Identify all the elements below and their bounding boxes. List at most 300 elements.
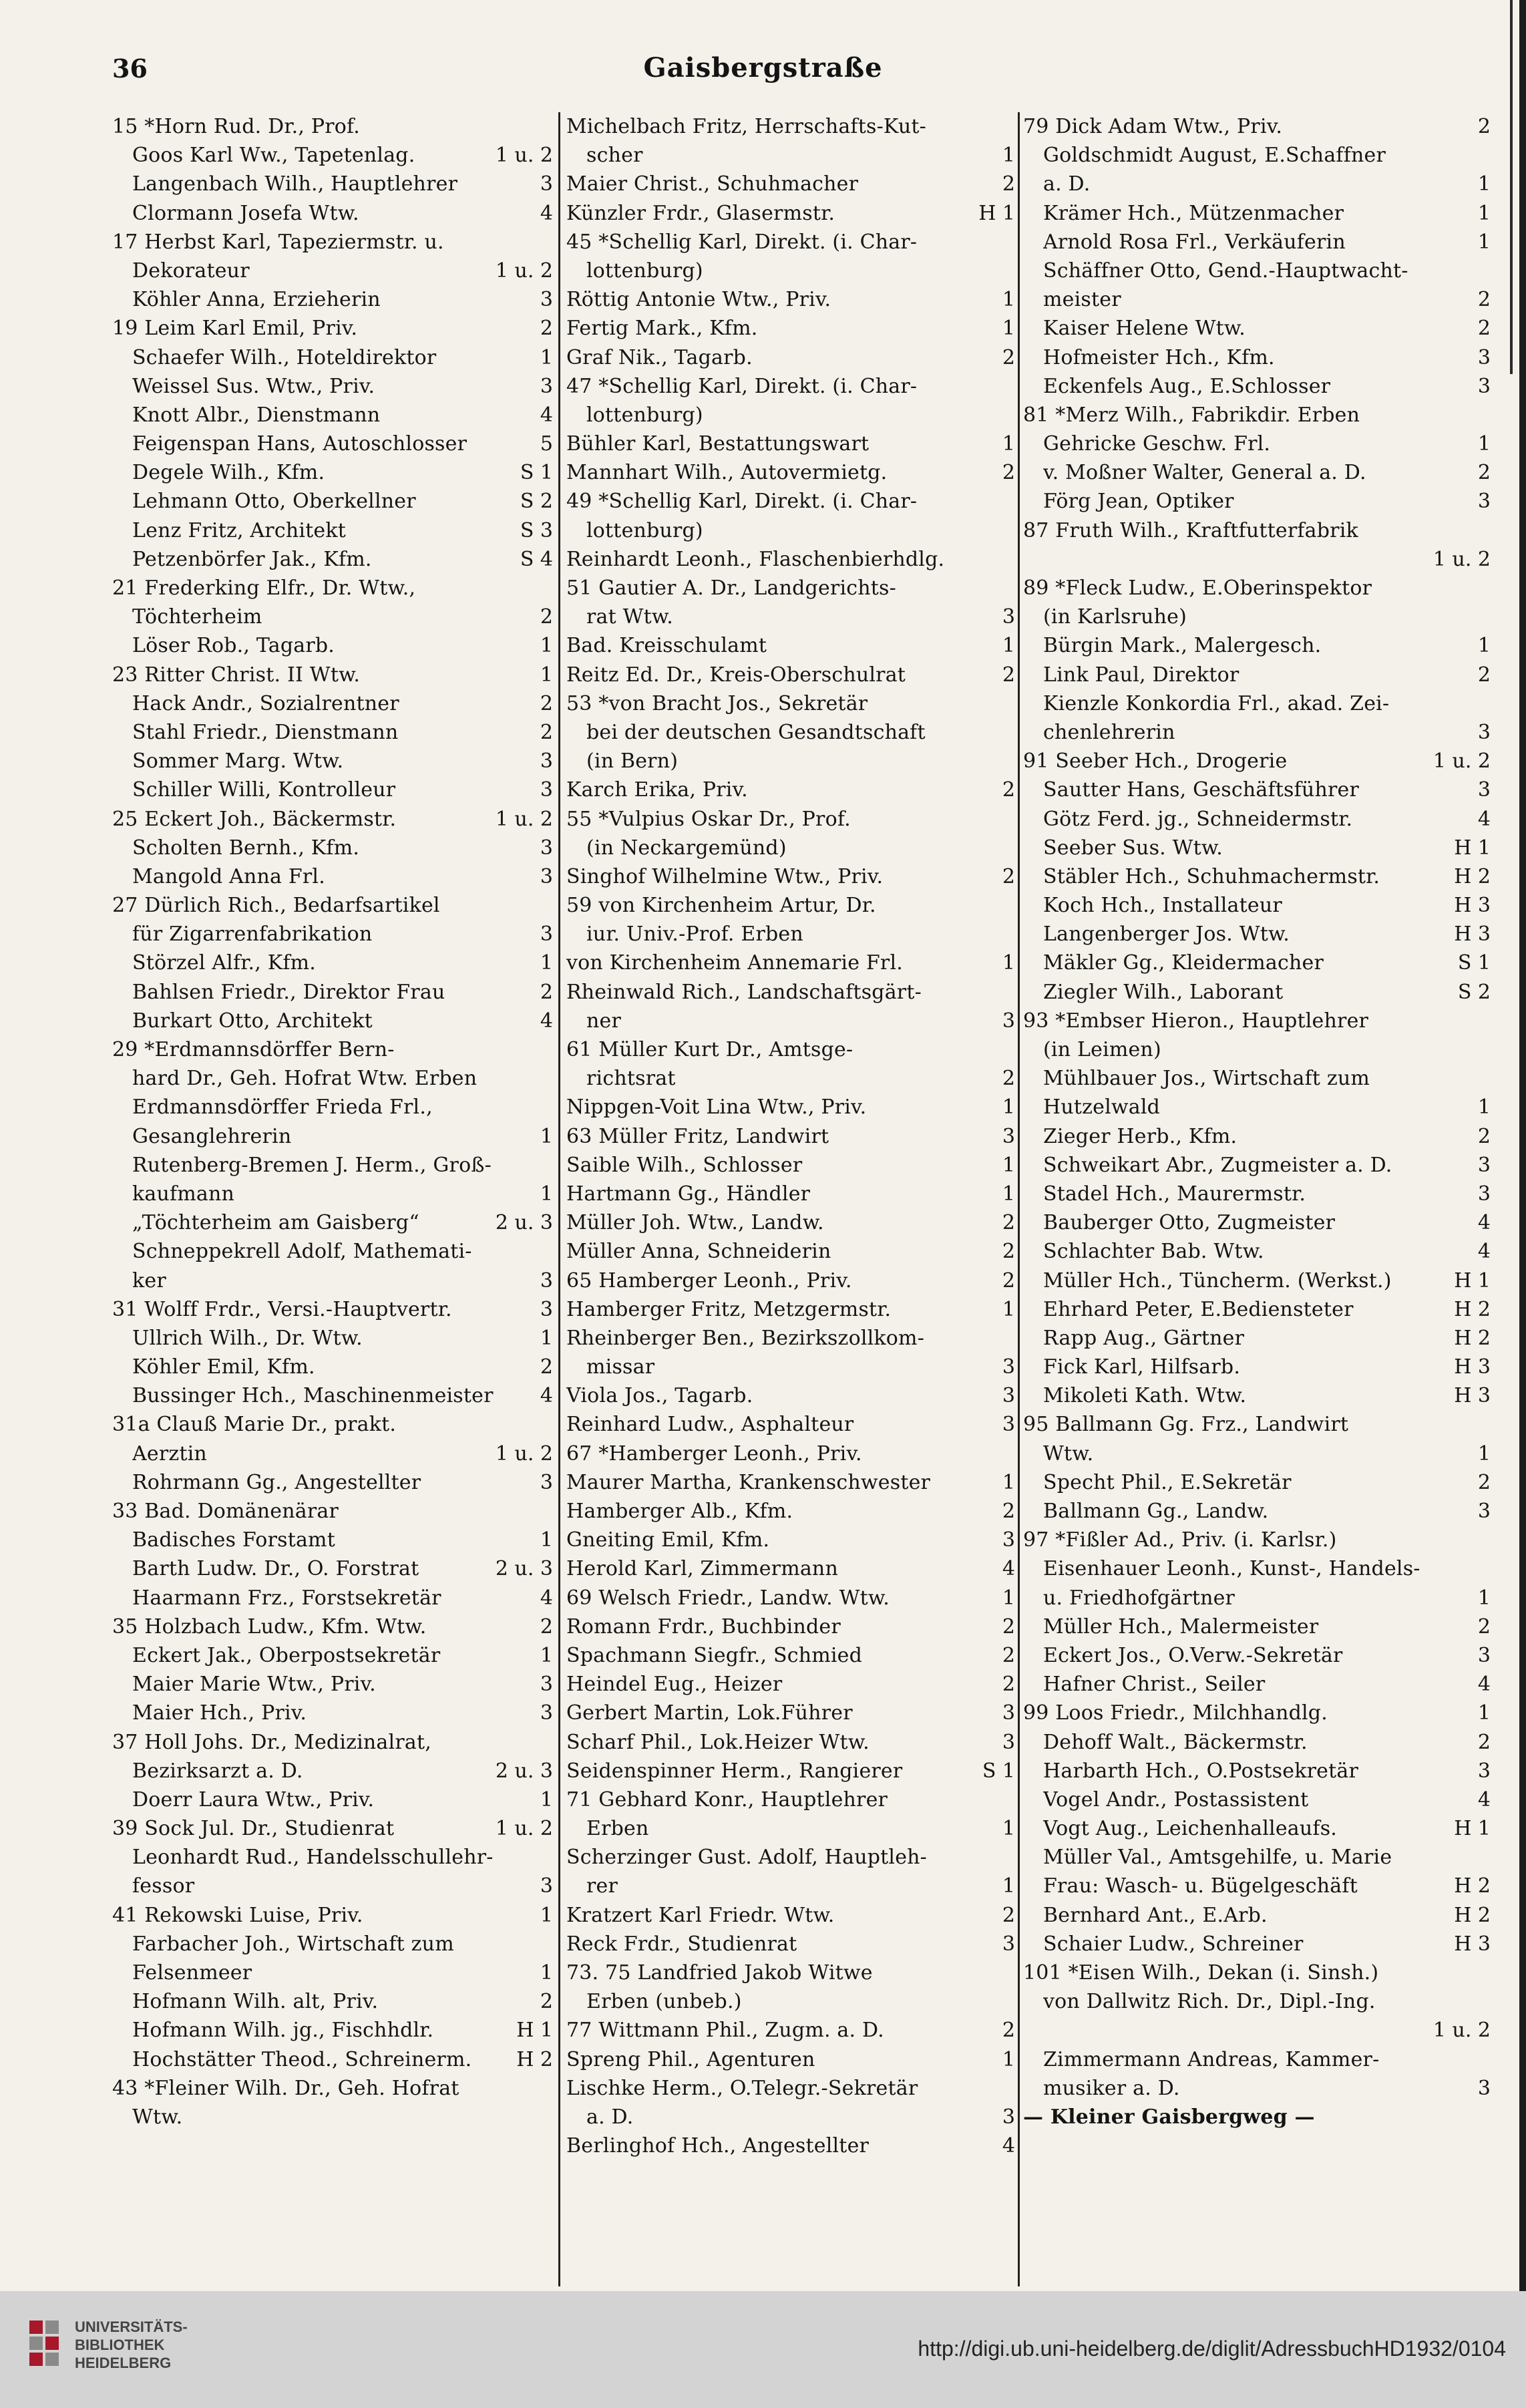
entry-floor: 3 bbox=[540, 1673, 553, 1697]
directory-entry bbox=[1023, 170, 1491, 198]
entry-text: Zieger Herb., Kfm. bbox=[1043, 1124, 1237, 1148]
directory-entry bbox=[1023, 862, 1491, 891]
entry-floor: 2 bbox=[1002, 1500, 1015, 1523]
entry-floor: H 3 bbox=[1454, 894, 1491, 918]
directory-entry bbox=[1023, 1901, 1491, 1930]
directory-entry bbox=[566, 487, 1015, 516]
directory-entry bbox=[112, 631, 553, 660]
entry-floor: H 2 bbox=[1454, 1874, 1491, 1898]
directory-entry bbox=[1023, 1180, 1491, 1208]
directory-entry bbox=[112, 1266, 553, 1295]
directory-entry bbox=[112, 1584, 553, 1612]
entry-floor: H 2 bbox=[1454, 864, 1491, 888]
entry-floor: 3 bbox=[1002, 1355, 1015, 1379]
entry-text: Spreng Phil., Agenturen bbox=[566, 2047, 815, 2071]
entry-floor: S 2 bbox=[1457, 980, 1491, 1004]
entry-text: Reinhard Ludw., Asphalteur bbox=[566, 1413, 854, 1437]
entry-floor: 3 bbox=[1002, 1413, 1015, 1437]
entry-text: 55 *Vulpius Oskar Dr., Prof. bbox=[566, 807, 851, 831]
entry-floor: 1 bbox=[540, 1326, 553, 1350]
directory-entry bbox=[1023, 718, 1491, 747]
entry-floor: 2 bbox=[540, 1614, 553, 1639]
entry-text: Eckert Jak., Oberpostsekretär bbox=[132, 1643, 441, 1667]
entry-text: Kaiser Helene Wtw. bbox=[1043, 317, 1246, 341]
entry-text: 31 Wolff Frdr., Versi.-Hauptvertr. bbox=[112, 1297, 452, 1321]
entry-floor: 3 bbox=[1477, 1182, 1491, 1206]
directory-entry bbox=[112, 718, 553, 747]
entry-floor: 3 bbox=[1002, 1932, 1015, 1956]
directory-entry bbox=[112, 1612, 553, 1641]
directory-entry bbox=[112, 516, 553, 545]
entry-text: Scharf Phil., Lok.Heizer Wtw. bbox=[566, 1730, 870, 1754]
entry-floor: 1 bbox=[540, 951, 553, 975]
entry-floor: H 1 bbox=[1454, 1268, 1491, 1293]
column-divider bbox=[1018, 112, 1020, 2286]
entry-floor: 1 u. 2 bbox=[495, 1441, 553, 1466]
entry-floor: 4 bbox=[1477, 1240, 1491, 1264]
entry-floor: 3 bbox=[540, 864, 553, 888]
directory-entry bbox=[566, 1064, 1015, 1093]
entry-text: richtsrat bbox=[586, 1067, 676, 1091]
entry-floor: H 1 bbox=[1454, 836, 1491, 860]
directory-entry bbox=[566, 545, 1015, 574]
entry-text: Felsenmeer bbox=[132, 1961, 252, 1985]
directory-entry bbox=[112, 1497, 553, 1526]
entry-floor: 1 bbox=[540, 1903, 553, 1927]
entry-floor: S 1 bbox=[520, 461, 553, 485]
directory-entry bbox=[112, 1381, 553, 1410]
entry-floor: 1 u. 2 bbox=[495, 144, 553, 168]
directory-entry bbox=[1023, 458, 1491, 487]
entry-text: Singhof Wilhelmine Wtw., Priv. bbox=[566, 864, 884, 888]
entry-text: Gneiting Emil, Kfm. bbox=[566, 1528, 770, 1552]
entry-text: Heindel Eug., Heizer bbox=[566, 1673, 783, 1697]
directory-entry bbox=[566, 631, 1015, 660]
entry-text: Ziegler Wilh., Laborant bbox=[1043, 980, 1284, 1004]
entry-text: 27 Dürlich Rich., Bedarfsartikel bbox=[112, 894, 440, 918]
entry-text: Stadel Hch., Maurermstr. bbox=[1043, 1182, 1306, 1206]
entry-text: Ehrhard Peter, E.Bediensteter bbox=[1043, 1297, 1354, 1321]
entry-floor: 2 bbox=[1002, 1614, 1015, 1639]
entry-text: Arnold Rosa Frl., Verkäuferin bbox=[1043, 230, 1346, 254]
entry-text: 53 *von Bracht Jos., Sekretär bbox=[566, 691, 868, 715]
directory-entry bbox=[1023, 1670, 1491, 1699]
entry-text: 93 *Embser Hieron., Hauptlehrer bbox=[1023, 1009, 1369, 1033]
entry-text: fessor bbox=[132, 1874, 195, 1898]
entry-text: Specht Phil., E.Sekretär bbox=[1043, 1470, 1292, 1494]
directory-entry bbox=[1023, 1757, 1491, 1785]
directory-entry bbox=[1023, 1122, 1491, 1151]
entry-floor: 3 bbox=[1477, 778, 1491, 802]
directory-entry bbox=[1023, 285, 1491, 314]
entry-text: Clormann Josefa Wtw. bbox=[132, 201, 359, 225]
directory-entry bbox=[112, 429, 553, 458]
entry-text: Vogt Aug., Leichenhalleaufs. bbox=[1043, 1817, 1338, 1841]
entry-text: von Dallwitz Rich. Dr., Dipl.-Ing. bbox=[1043, 1990, 1376, 2014]
directory-entry bbox=[112, 228, 553, 256]
directory-entry bbox=[112, 314, 553, 343]
entry-floor: 3 bbox=[1002, 605, 1015, 629]
entry-text: 59 von Kirchenheim Artur, Dr. bbox=[566, 894, 876, 918]
entry-floor: 1 bbox=[1002, 1297, 1015, 1321]
entry-text: Maier Marie Wtw., Priv. bbox=[132, 1673, 376, 1697]
directory-entry bbox=[112, 1872, 553, 1900]
entry-floor: 1 bbox=[1477, 230, 1491, 254]
entry-text: Schneppekrell Adolf, Mathemati- bbox=[132, 1240, 472, 1264]
directory-entry bbox=[1023, 1266, 1491, 1295]
directory-entry bbox=[1023, 429, 1491, 458]
directory-entry bbox=[566, 949, 1015, 977]
entry-floor: 1 bbox=[1477, 1701, 1491, 1725]
entry-floor: 2 bbox=[1477, 461, 1491, 485]
directory-entry bbox=[1023, 1612, 1491, 1641]
entry-text: Rheinberger Ben., Bezirkszollkom- bbox=[566, 1326, 925, 1350]
directory-entry bbox=[566, 1122, 1015, 1151]
directory-entry bbox=[112, 805, 553, 834]
entry-text: Schaefer Wilh., Hoteldirektor bbox=[132, 345, 437, 369]
directory-entry bbox=[566, 1987, 1015, 2016]
entry-floor: 2 bbox=[1477, 1730, 1491, 1754]
entry-text: Gesanglehrerin bbox=[132, 1124, 292, 1148]
directory-entry bbox=[1023, 516, 1491, 545]
entry-floor: 2 bbox=[1002, 2019, 1015, 2043]
entry-text: Scholten Bernh., Kfm. bbox=[132, 836, 360, 860]
directory-entry bbox=[566, 1180, 1015, 1208]
directory-entry bbox=[112, 1353, 553, 1381]
entry-text: Gehricke Geschw. Frl. bbox=[1043, 432, 1271, 456]
entry-text: 51 Gautier A. Dr., Landgerichts- bbox=[566, 576, 896, 600]
entry-floor: H 3 bbox=[1454, 1384, 1491, 1408]
entry-text: 29 *Erdmannsdörffer Bern- bbox=[112, 1038, 395, 1061]
entry-floor: 1 u. 2 bbox=[1433, 2019, 1491, 2043]
directory-entry bbox=[566, 285, 1015, 314]
entry-text: Bad. Kreisschulamt bbox=[566, 634, 767, 658]
entry-text: Bühler Karl, Bestattungswart bbox=[566, 432, 870, 456]
entry-text: kaufmann bbox=[132, 1182, 235, 1206]
directory-entry bbox=[112, 2074, 553, 2103]
directory-entry bbox=[566, 1930, 1015, 1958]
directory-entry bbox=[566, 516, 1015, 545]
entry-text: Künzler Frdr., Glasermstr. bbox=[566, 201, 835, 225]
directory-entry bbox=[1023, 545, 1491, 574]
entry-text: Ballmann Gg., Landw. bbox=[1043, 1500, 1269, 1523]
directory-entry bbox=[1023, 1728, 1491, 1757]
entry-text: a. D. bbox=[586, 2105, 634, 2129]
entry-text: Hutzelwald bbox=[1043, 1095, 1161, 1120]
entry-floor: S 3 bbox=[520, 518, 553, 542]
entry-floor: 1 u. 2 bbox=[1433, 749, 1491, 773]
directory-entry bbox=[112, 603, 553, 631]
entry-floor: 2 u. 3 bbox=[495, 1211, 553, 1235]
entry-text: 77 Wittmann Phil., Zugm. a. D. bbox=[566, 2019, 884, 2043]
entry-floor: 1 bbox=[1002, 288, 1015, 312]
directory-entry bbox=[112, 1324, 553, 1353]
entry-floor: 2 bbox=[540, 605, 553, 629]
entry-text: 69 Welsch Friedr., Landw. Wtw. bbox=[566, 1586, 890, 1610]
entry-text: Herold Karl, Zimmermann bbox=[566, 1557, 838, 1581]
entry-floor: 2 bbox=[1477, 1124, 1491, 1148]
entry-text: von Kirchenheim Annemarie Frl. bbox=[566, 951, 903, 975]
directory-entry bbox=[1023, 1930, 1491, 1958]
entry-text: Sautter Hans, Geschäftsführer bbox=[1043, 778, 1359, 802]
entry-text: Mannhart Wilh., Autovermietg. bbox=[566, 461, 888, 485]
directory-entry bbox=[566, 1151, 1015, 1180]
entry-floor: 3 bbox=[1002, 2105, 1015, 2129]
directory-entry bbox=[112, 1439, 553, 1468]
entry-floor: 3 bbox=[1477, 345, 1491, 369]
directory-entry bbox=[112, 1728, 553, 1757]
entry-floor: 1 bbox=[1477, 172, 1491, 196]
entry-floor: 1 bbox=[1477, 432, 1491, 456]
entry-floor: 3 bbox=[1477, 720, 1491, 744]
directory-entry bbox=[112, 1699, 553, 1727]
directory-entry bbox=[1023, 891, 1491, 920]
directory-entry bbox=[566, 1728, 1015, 1757]
entry-text: Maier Christ., Schuhmacher bbox=[566, 172, 859, 196]
directory-entry bbox=[112, 1151, 553, 1180]
entry-text: 87 Fruth Wilh., Kraftfutterfabrik bbox=[1023, 518, 1358, 542]
entry-text: 101 *Eisen Wilh., Dekan (i. Sinsh.) bbox=[1023, 1961, 1379, 1985]
entry-text: Reinhardt Leonh., Flaschenbierhdlg. bbox=[566, 547, 945, 571]
entry-text: 95 Ballmann Gg. Frz., Landwirt bbox=[1023, 1413, 1349, 1437]
entry-floor: 3 bbox=[540, 778, 553, 802]
entry-text: Eckert Jos., O.Verw.-Sekretär bbox=[1043, 1643, 1343, 1667]
entry-text: für Zigarrenfabrikation bbox=[132, 922, 373, 947]
directory-entry bbox=[566, 1757, 1015, 1785]
entry-text: 71 Gebhard Konr., Hauptlehrer bbox=[566, 1787, 888, 1812]
entry-text: Mäkler Gg., Kleidermacher bbox=[1043, 951, 1324, 975]
directory-entry bbox=[566, 2074, 1015, 2103]
entry-text: 17 Herbst Karl, Tapeziermstr. u. bbox=[112, 230, 444, 254]
directory-entry bbox=[112, 1526, 553, 1554]
entry-text: Goos Karl Ww., Tapetenlag. bbox=[132, 144, 415, 168]
entry-text: Schlachter Bab. Wtw. bbox=[1043, 1240, 1264, 1264]
entry-floor: S 1 bbox=[1457, 951, 1491, 975]
directory-entry bbox=[112, 1901, 553, 1930]
entry-floor: 1 bbox=[1002, 1470, 1015, 1494]
entry-text: Störzel Alfr., Kfm. bbox=[132, 951, 317, 975]
directory-entry bbox=[112, 1958, 553, 1987]
entry-text: rer bbox=[586, 1874, 618, 1898]
entry-floor: 1 bbox=[540, 1643, 553, 1667]
entry-text: Badisches Forstamt bbox=[132, 1528, 335, 1552]
directory-entry bbox=[566, 1381, 1015, 1410]
directory-entry bbox=[1023, 1468, 1491, 1497]
directory-entry bbox=[112, 1093, 553, 1122]
directory-entry bbox=[112, 1987, 553, 2016]
page-edge bbox=[1519, 0, 1526, 2291]
entry-floor: 3 bbox=[540, 288, 553, 312]
entry-text: Goldschmidt August, E.Schaffner bbox=[1043, 144, 1386, 168]
directory-entry bbox=[1023, 1843, 1491, 1872]
directory-entry bbox=[566, 2045, 1015, 2074]
entry-text: Fick Karl, Hilfsarb. bbox=[1043, 1355, 1241, 1379]
directory-entry bbox=[1023, 776, 1491, 804]
entry-text: Müller Val., Amtsgehilfe, u. Marie bbox=[1043, 1846, 1392, 1870]
entry-text: Dehoff Walt., Bäckermstr. bbox=[1043, 1730, 1308, 1754]
entry-floor: 3 bbox=[1002, 1701, 1015, 1725]
page-title: Gaisbergstraße bbox=[643, 52, 883, 83]
entry-text: Sommer Marg. Wtw. bbox=[132, 749, 344, 773]
entry-text: Erdmannsdörffer Frieda Frl., bbox=[132, 1095, 433, 1120]
entry-floor: 2 bbox=[1002, 1067, 1015, 1091]
directory-entry bbox=[1023, 1699, 1491, 1727]
entry-text: Karch Erika, Priv. bbox=[566, 778, 748, 802]
directory-entry bbox=[112, 1295, 553, 1324]
directory-entry bbox=[1023, 631, 1491, 660]
entry-floor: 2 bbox=[1002, 461, 1015, 485]
directory-entry bbox=[1023, 1237, 1491, 1266]
directory-entry bbox=[1023, 112, 1491, 141]
entry-floor: 3 bbox=[1002, 1124, 1015, 1148]
directory-entry bbox=[566, 1958, 1015, 1987]
entry-floor: 1 bbox=[540, 1124, 553, 1148]
directory-entry bbox=[1023, 920, 1491, 949]
entry-text: a. D. bbox=[1043, 172, 1091, 196]
entry-text: 23 Ritter Christ. II Wtw. bbox=[112, 663, 361, 687]
entry-text: Vogel Andr., Postassistent bbox=[1043, 1787, 1309, 1812]
entry-text: 99 Loos Friedr., Milchhandlg. bbox=[1023, 1701, 1328, 1725]
entry-floor: 3 bbox=[1477, 1500, 1491, 1523]
entry-text: Petzenbörfer Jak., Kfm. bbox=[132, 547, 372, 571]
entry-floor: 1 bbox=[1477, 634, 1491, 658]
entry-text: Frau: Wasch- u. Bügelgeschäft bbox=[1043, 1874, 1358, 1898]
entry-text: 25 Eckert Joh., Bäckermstr. bbox=[112, 807, 397, 831]
entry-floor: 2 u. 3 bbox=[495, 1557, 553, 1581]
directory-entry bbox=[566, 805, 1015, 834]
entry-floor: 3 bbox=[1477, 1643, 1491, 1667]
entry-text: 49 *Schellig Karl, Direkt. (i. Char- bbox=[566, 490, 918, 514]
entry-floor: 1 bbox=[1002, 1586, 1015, 1610]
directory-entry bbox=[112, 776, 553, 804]
entry-floor: 4 bbox=[1477, 1673, 1491, 1697]
entry-text: Wtw. bbox=[1043, 1441, 1094, 1466]
institution-line: HEIDELBERG bbox=[75, 2355, 172, 2371]
directory-entry bbox=[566, 1093, 1015, 1122]
section-heading bbox=[1023, 2103, 1491, 2131]
entry-text: Aerztin bbox=[132, 1441, 207, 1466]
entry-floor: 3 bbox=[540, 1297, 553, 1321]
directory-entry bbox=[112, 1180, 553, 1208]
directory-entry bbox=[1023, 1958, 1491, 1987]
entry-text: 41 Rekowski Luise, Priv. bbox=[112, 1903, 363, 1927]
directory-entry bbox=[112, 1670, 553, 1699]
directory-entry bbox=[112, 862, 553, 891]
entry-floor: H 2 bbox=[1454, 1326, 1491, 1350]
directory-entry bbox=[112, 1035, 553, 1064]
directory-entry bbox=[566, 458, 1015, 487]
entry-floor: 1 bbox=[540, 663, 553, 687]
entry-text: 73. 75 Landfried Jakob Witwe bbox=[566, 1961, 873, 1985]
entry-floor: 2 bbox=[1002, 345, 1015, 369]
directory-entry bbox=[566, 1872, 1015, 1900]
directory-entry bbox=[1023, 2016, 1491, 2045]
entry-floor: 2 bbox=[1477, 115, 1491, 138]
page-number: 36 bbox=[112, 53, 148, 83]
entry-text: Maurer Martha, Krankenschwester bbox=[566, 1470, 931, 1494]
entry-text: Fertig Mark., Kfm. bbox=[566, 317, 758, 341]
entry-floor: 4 bbox=[1477, 807, 1491, 831]
entry-text: Rutenberg-Bremen J. Herm., Groß- bbox=[132, 1153, 492, 1177]
directory-entry bbox=[1023, 1007, 1491, 1035]
directory-entry bbox=[112, 920, 553, 949]
entry-floor: 1 bbox=[1002, 317, 1015, 341]
directory-entry bbox=[566, 689, 1015, 718]
entry-text: 91 Seeber Hch., Drogerie bbox=[1023, 749, 1288, 773]
directory-entry bbox=[566, 978, 1015, 1007]
entry-text: Leonhardt Rud., Handelsschullehr- bbox=[132, 1846, 494, 1870]
entry-text: Ullrich Wilh., Dr. Wtw. bbox=[132, 1326, 363, 1350]
directory-entry bbox=[566, 401, 1015, 429]
entry-text: Förg Jean, Optiker bbox=[1043, 490, 1234, 514]
directory-entry bbox=[1023, 1584, 1491, 1612]
entry-floor: 1 bbox=[1477, 201, 1491, 225]
entry-text: Töchterheim bbox=[132, 605, 262, 629]
institution-name bbox=[75, 2318, 188, 2372]
entry-floor: 1 bbox=[1002, 1874, 1015, 1898]
directory-entry bbox=[1023, 199, 1491, 228]
directory-entry bbox=[112, 487, 553, 516]
directory-entry bbox=[1023, 1641, 1491, 1670]
entry-floor: H 1 bbox=[1454, 1817, 1491, 1841]
entry-text: 35 Holzbach Ludw., Kfm. Wtw. bbox=[112, 1614, 427, 1639]
entry-text: — Kleiner Gaisbergweg — bbox=[1023, 2105, 1315, 2129]
directory-column-2 bbox=[566, 112, 1015, 2160]
entry-text: 33 Bad. Domänenärar bbox=[112, 1500, 339, 1523]
entry-text: Müller Hch., Tüncherm. (Werkst.) bbox=[1043, 1268, 1392, 1293]
entry-floor: 1 bbox=[1002, 144, 1015, 168]
entry-floor: 2 bbox=[1477, 288, 1491, 312]
directory-column-1 bbox=[112, 112, 553, 2131]
entry-floor: 1 u. 2 bbox=[495, 1817, 553, 1841]
directory-entry bbox=[566, 718, 1015, 747]
entry-text: Seeber Sus. Wtw. bbox=[1043, 836, 1223, 860]
directory-entry bbox=[112, 1122, 553, 1151]
entry-text: lottenburg) bbox=[586, 403, 703, 427]
directory-entry bbox=[112, 1554, 553, 1583]
entry-floor: 1 u. 2 bbox=[1433, 547, 1491, 571]
entry-text: Bezirksarzt a. D. bbox=[132, 1759, 303, 1783]
entry-text: Hofmeister Hch., Kfm. bbox=[1043, 345, 1275, 369]
directory-column-3 bbox=[1023, 112, 1491, 2131]
directory-entry bbox=[566, 1554, 1015, 1583]
directory-entry bbox=[1023, 2045, 1491, 2074]
entry-text: Erben bbox=[586, 1817, 649, 1841]
entry-floor: 2 u. 3 bbox=[495, 1759, 553, 1783]
entry-text: Barth Ludw. Dr., O. Forstrat bbox=[132, 1557, 419, 1581]
source-url-link[interactable]: http://digi.ub.uni-heidelberg.de/diglit/AdressbuchHD1932/0104 bbox=[918, 2337, 1506, 2361]
entry-text: 31a Clauß Marie Dr., prakt. bbox=[112, 1413, 397, 1437]
directory-entry bbox=[566, 1410, 1015, 1439]
entry-text: Lenz Fritz, Architekt bbox=[132, 518, 346, 542]
directory-entry bbox=[1023, 661, 1491, 689]
directory-entry bbox=[566, 256, 1015, 285]
directory-entry bbox=[1023, 603, 1491, 631]
directory-entry bbox=[1023, 1208, 1491, 1237]
entry-text: u. Friedhofgärtner bbox=[1043, 1586, 1235, 1610]
entry-text: Zimmermann Andreas, Kammer- bbox=[1043, 2047, 1380, 2071]
directory-entry bbox=[566, 1584, 1015, 1612]
entry-text: 61 Müller Kurt Dr., Amtsge- bbox=[566, 1038, 853, 1061]
entry-text: 39 Sock Jul. Dr., Studienrat bbox=[112, 1817, 395, 1841]
entry-text: Feigenspan Hans, Autoschlosser bbox=[132, 432, 467, 456]
directory-entry bbox=[566, 661, 1015, 689]
entry-text: Doerr Laura Wtw., Priv. bbox=[132, 1787, 375, 1812]
entry-floor: H 3 bbox=[1454, 1932, 1491, 1956]
entry-text: Viola Jos., Tagarb. bbox=[566, 1384, 753, 1408]
directory-entry bbox=[566, 1901, 1015, 1930]
entry-floor: 1 bbox=[540, 345, 553, 369]
